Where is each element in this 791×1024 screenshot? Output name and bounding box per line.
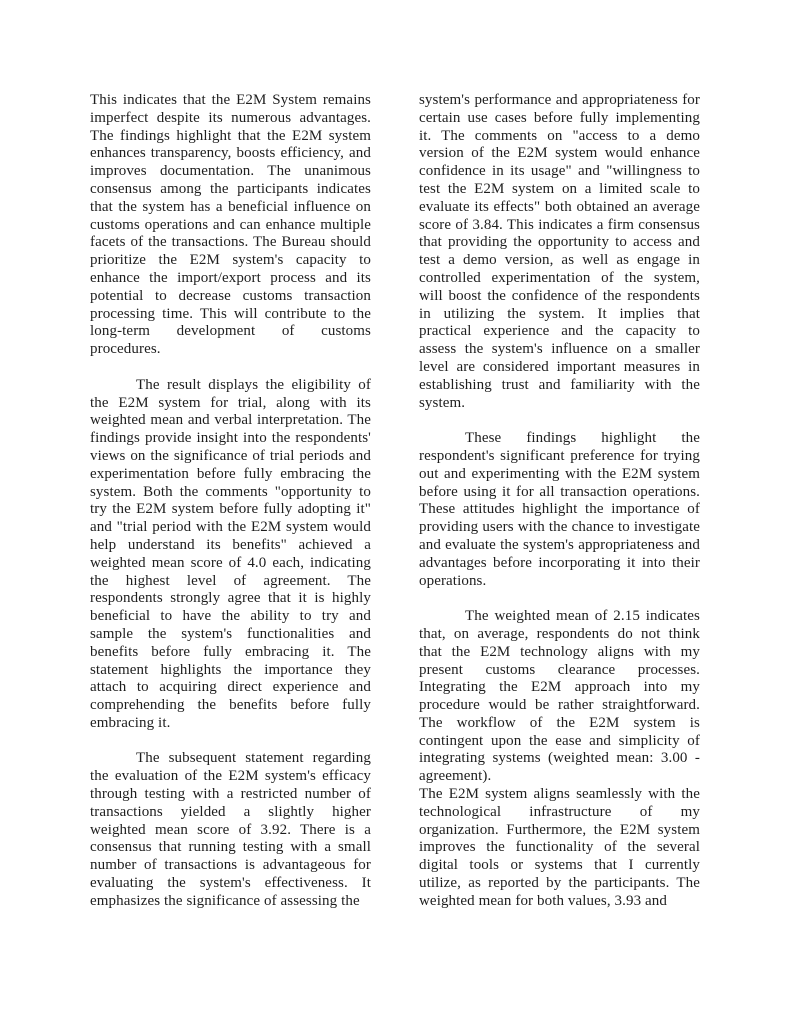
text-block — [90, 92, 700, 928]
left-column — [90, 92, 371, 928]
paragraph: system's performance and appropriateness for certain use cases before fully implementing it. The comments on "access to a demo version of the E2M system would enhance confidence in its usage" and "willingness to test the E2M system on a limited scale to evaluate its effects" both obtained an average score of 3.84. This indicates a firm consensus that providing the opportunity to access and test a demo version, as well as engage in controlled experimentation of the system, will boost the confidence of the respondents in utilizing the system. It implies that practical experience and the capacity to assess the system's influence on a smaller level are considered important measures in establishing trust and familiarity with the system. — [419, 92, 700, 411]
paragraph: The result displays the eligibility of the E2M system for trial, along with its weighted mean and verbal interpretation. The findings provide insight into the respondents' views on the significance of trial periods and experimentation before fully embracing the system. Both the comments "opportunity to try the E2M system before fully adopting it" and "trial period with the E2M system would help understand its benefits" achieved a weighted mean score of 4.0 each, indicating the highest level of agreement. The respondents strongly agree that it is highly beneficial to have the ability to try and sample the system's functionalities and benefits before fully embracing it. The statement highlights the importance they attach to acquiring direct experience and comprehending the benefits before fully embracing it. — [90, 376, 371, 731]
paragraph: The E2M system aligns seamlessly with the technological infrastructure of my organization. Furthermore, the E2M system improves the functionality of the several digital tools or systems that I currently utilize, as reported by the participants. The weighted mean for both values, 3.93 and — [419, 786, 700, 909]
paragraph: The subsequent statement regarding the evaluation of the E2M system's efficacy through testing with a restricted number of transactions yielded a slightly higher weighted mean score of 3.92. There is a consensus that running testing with a small number of transactions is advantageous for evaluating the system's effectiveness. It emphasizes the significance of assessing the — [90, 750, 371, 909]
right-column — [419, 92, 700, 928]
paragraph: This indicates that the E2M System remains imperfect despite its numerous advantages. The findings highlight that the E2M system enhances transparency, boosts efficiency, and improves documentation. The unanimous consensus among the participants indicates that the system has a beneficial influence on customs operations and can enhance multiple facets of the transactions. The Bureau should prioritize the E2M system's capacity to enhance the import/export process and its potential to decrease customs transaction processing time. This will contribute to the long-term development of customs procedures. — [90, 92, 371, 358]
paragraph: The weighted mean of 2.15 indicates that, on average, respondents do not think that the E2M technology aligns with my present customs clearance processes. Integrating the E2M approach into my procedure would be rather straightforward. The workflow of the E2M system is contingent upon the ease and simplicity of integrating systems (weighted mean: 3.00 - agreement). — [419, 608, 700, 785]
paragraph: These findings highlight the respondent's significant preference for trying out and experimenting with the E2M system before using it for all transaction operations. These attitudes highlight the importance of providing users with the chance to investigate and evaluate the system's appropriateness and advantages before incorporating it into their operations. — [419, 430, 700, 589]
